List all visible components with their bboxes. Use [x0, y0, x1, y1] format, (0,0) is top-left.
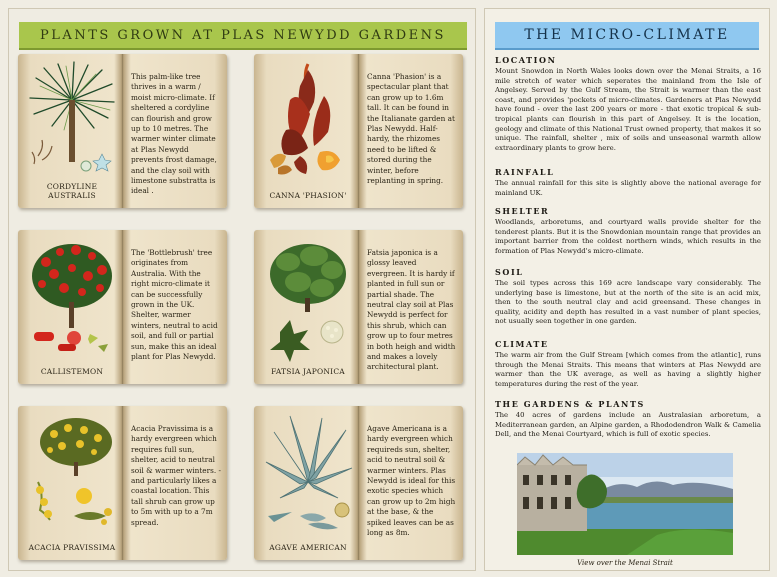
plants-title: PLANTS GROWN AT PLAS NEWYDD GARDENS: [19, 22, 467, 50]
section-shelter: [495, 206, 761, 256]
plant-description: Agave Americana is a hardy evergreen which requireds sun, shelter, acid to neutral soil & warmer winters. Plas Newydd is ideal for this exotic species which can grow up to 2m high at the base, & the spiked leaves can be as long as 8m.: [367, 424, 456, 538]
photo-caption: View over the Menai Strait: [577, 559, 673, 567]
section-soil: [495, 267, 761, 327]
section-climate: [495, 339, 761, 389]
plant-description: The 'Bottlebrush' tree originates from Australia. With the right micro-climate it can be successfully grown in the UK. Shelter, warmer winters, neutral to acid soil, and full or partial sun, make this an ideal plant for Plas Newydd.: [131, 248, 218, 362]
section-text: The annual rainfall for this site is slightly above the national average for mainland UK.: [495, 179, 761, 197]
plant-card-fatsia: [254, 230, 463, 384]
section-text: Mount Snowdon in North Wales looks down over the Menai Straits, a 16 mile stretch of water which seperates the mainland from the Isle of Angelsey. Served by the Gulf Stream, the Strait is warmer than the east coast, and provides 'pockets of micro-climates. Gardeners at Plas Newydd have found - over the last 200 years or more - that exotic tropical & sub-tropical plants can flourish in this part of Angelsey. It is the location, geology and climate of this National Trust owned property, that makes it so unique. The rainfall, shelter , mix of soils and unseasonal warmth allow extraordinary plants to grow here.: [495, 67, 761, 152]
section-location: [495, 55, 761, 153]
menai-strait-photo: [517, 453, 733, 555]
acacia-illustration: [24, 412, 120, 540]
plant-name: ACACIA PRAVISSIMA: [28, 543, 116, 552]
cordyline-illustration: [24, 60, 120, 188]
micro-climate-title: THE MICRO-CLIMATE: [495, 22, 759, 50]
section-text: The 40 acres of gardens include an Australasian arboretum, a Mediterranean garden, an Alpine garden, a Rhododendron Walk & Camelia Dell, and the Menai Courtyard, which is full of exotic species.: [495, 411, 761, 439]
section-heading: CLIMATE: [495, 339, 549, 349]
section-text: Woodlands, arboretums, and courtyard walls provide shelter for the tenderest plants. But it is the Snowdonian mountain range that provides an important barrier from the coldest northern winds, which results in the formation of Plas Newydd's micro-climate.: [495, 218, 761, 255]
section-heading: THE GARDENS & PLANTS: [495, 399, 645, 409]
plants-panel: [8, 8, 476, 571]
plant-description: Fatsia japonica is a glossy leaved evergreen. It is hardy if planted in full sun or partial shade. The neutral clay soil at Plas Newydd is perfect for this shrub, which can grow up to four metres in both heigh and width and makes a lovely architectural plant.: [367, 248, 456, 372]
plant-name: AGAVE AMERICAN: [269, 543, 347, 552]
plant-card-canna: [254, 54, 463, 208]
callistemon-illustration: [24, 236, 120, 364]
section-heading: RAINFALL: [495, 167, 555, 177]
section-heading: SHELTER: [495, 206, 550, 216]
plant-card-agave: [254, 406, 463, 560]
section-heading: SOIL: [495, 267, 524, 277]
plant-name: CALLISTEMON: [40, 367, 104, 376]
plant-description: Acacia Pravissima is a hardy evergreen which requires full sun, shelter, acid to neutral soil & warmer winters. - and particularly likes a coastal location. This tall shrub can grow up to 5m with up to a 7m spread.: [131, 424, 221, 527]
fatsia-illustration: [260, 236, 356, 364]
plant-description: This palm-like tree thrives in a warm / moist micro-climate. If sheltered a cordyline can flourish and grow up to 10 metres. The warmer winter climate at Plas Newydd prevents frost damage, and the clay soil with limestone substratta is ideal .: [131, 72, 217, 196]
plant-description: Canna 'Phasion' is a spectacular plant that can grow up to 1.6m tall. It can be found in the Italianate garden at Plas Newydd. Half-hardy, the rhizomes need to be lifted & stored during the winter, before replanting in spring.: [367, 72, 455, 186]
section-heading: LOCATION: [495, 55, 557, 65]
section-rainfall: [495, 167, 761, 198]
plant-name: FATSIA JAPONICA: [271, 367, 345, 376]
micro-climate-panel: [484, 8, 770, 571]
section-text: The soil types across this 169 acre landscape vary considerably. The underlying base is limestone, but at the north of the site is an acid mix, then to the south neutral clay and acid greensand. These changes in quality, acidity and depth has resulted in a vast number of plant species, not usually seen together in one garden.: [495, 279, 761, 326]
plant-name: CORDYLINE AUSTRALIS: [46, 182, 98, 200]
plant-card-cordyline: [18, 54, 227, 208]
section-gardens: [495, 399, 761, 440]
plant-card-acacia: [18, 406, 227, 560]
plant-card-callistemon: [18, 230, 227, 384]
agave-illustration: [260, 412, 356, 540]
section-text: The warm air from the Gulf Stream [which comes from the atlantic], runs through the Menai Straits. This means that winters at Plas Newydd are warmer than the UK average, as well as having a slightly higher temperatures during the rest of the year.: [495, 351, 761, 388]
plant-name: CANNA 'PHASION': [269, 191, 347, 200]
canna-illustration: [260, 60, 356, 188]
